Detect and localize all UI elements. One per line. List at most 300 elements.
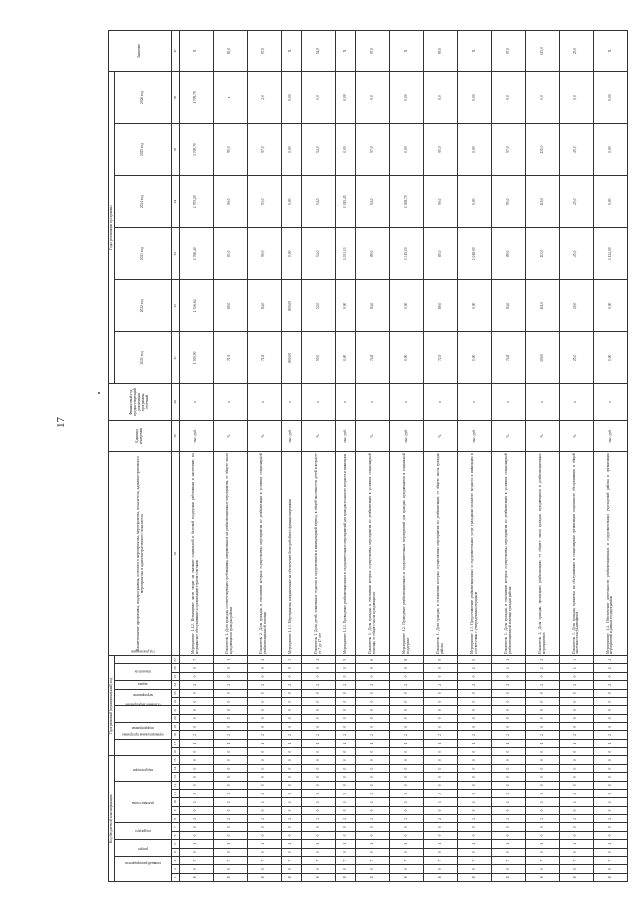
code-cell: 1 [424, 840, 458, 848]
code-cell: 0 [336, 764, 356, 772]
year-value: 0,00 [336, 124, 356, 176]
budget-code-group: Код бюджетной классификации [109, 756, 115, 882]
rotated-table-wrapper [108, 30, 628, 882]
code-cell: 0 [179, 773, 213, 781]
code-cell: 3 [179, 790, 213, 798]
code-cell: 1 [492, 656, 526, 664]
code-cell: 1 [526, 798, 560, 806]
code-cell: 0 [458, 656, 492, 664]
table-row [179, 31, 213, 882]
code-cell: 0 [281, 706, 301, 714]
row-name: Мероприятие 1.2. Проведение реабилитационных и оздоровительных мероприятий для граждан, нуждающихся в социальной поддержке [390, 452, 424, 656]
year-value: 54,0 [302, 124, 336, 176]
code-cell: 4 [593, 656, 627, 664]
year-value: 1 315,10 [390, 228, 424, 280]
final-value: 97,0 [356, 31, 390, 72]
code-cell: 1 [302, 739, 336, 747]
row-unit: % [559, 420, 593, 452]
code-cell: 0 [559, 748, 593, 756]
program-col-header: основное мероприятие [114, 706, 171, 723]
code-cell: 0 [356, 697, 390, 705]
year-value: x [213, 71, 247, 123]
code-cell: 2 [213, 731, 247, 739]
code-cell: 0 [302, 848, 336, 856]
code-cell: 0 [336, 714, 356, 722]
code-cell: 8 [458, 873, 492, 881]
row-finyear: x [247, 384, 281, 420]
code-cell: 0 [424, 865, 458, 873]
code-cell: 0 [247, 865, 281, 873]
final-value: 54,0 [302, 31, 336, 72]
code-cell: 0 [302, 672, 336, 680]
code-cell: 0 [390, 756, 424, 765]
column-number: 4 [171, 848, 179, 856]
code-cell: 0 [593, 773, 627, 781]
row-finyear: x [526, 384, 560, 420]
code-cell: 0 [458, 672, 492, 680]
code-cell: 7 [424, 856, 458, 864]
code-cell: 3 [458, 790, 492, 798]
year-value: 90,0 [424, 176, 458, 228]
code-cell: 0 [336, 831, 356, 839]
code-cell: 0 [390, 773, 424, 781]
code-cell: 0 [336, 806, 356, 814]
code-cell: 0 [356, 823, 390, 831]
program-col-header: год реализации [114, 656, 171, 664]
final-value: X [336, 31, 356, 72]
code-cell: 1 [247, 840, 281, 848]
code-cell: 0 [356, 773, 390, 781]
code-cell: 1 [559, 798, 593, 806]
code-cell: 3 [247, 790, 281, 798]
code-cell: 0 [424, 773, 458, 781]
code-cell: 2 [302, 731, 336, 739]
year-value: 0,00 [281, 176, 301, 228]
code-cell: 0 [424, 722, 458, 730]
column-number: 22 [171, 697, 179, 705]
year-value: 0,00 [458, 332, 492, 384]
code-cell: 0 [559, 831, 593, 839]
code-cell: 2 [356, 681, 390, 689]
code-cell: 0 [356, 848, 390, 856]
code-cell: 0 [390, 764, 424, 772]
code-cell: 0 [492, 764, 526, 772]
code-cell: 0 [247, 689, 281, 697]
code-cell: 8 [247, 873, 281, 881]
code-cell: 1 [458, 840, 492, 848]
code-cell: 7 [179, 656, 213, 664]
row-finyear: x [458, 384, 492, 420]
column-number: 7 [171, 823, 179, 831]
code-cell: 2 [179, 731, 213, 739]
code-cell: 1 [247, 739, 281, 747]
code-cell: 0 [492, 806, 526, 814]
year-value: 0,00 [281, 124, 301, 176]
code-cell: 1 [559, 664, 593, 672]
table-row [302, 31, 336, 882]
year-value: 1 709,70 [179, 71, 213, 123]
code-cell: 0 [281, 748, 301, 756]
code-cell: 0 [492, 697, 526, 705]
code-cell: 0 [281, 697, 301, 705]
code-cell: 0 [336, 781, 356, 789]
year-value: 0,00 [458, 280, 492, 332]
row-unit: тыс. руб. [281, 420, 301, 452]
year-value: 1 033,13 [336, 228, 356, 280]
year-value: 113,0 [526, 228, 560, 280]
table-row [356, 31, 390, 882]
code-cell: 5 [336, 656, 356, 664]
program-col-header: показатель [114, 664, 171, 681]
code-cell: 0 [302, 748, 336, 756]
year-value: 54,0 [302, 228, 336, 280]
program-table [108, 30, 628, 882]
code-cell: 0 [179, 714, 213, 722]
final-value: 97,0 [247, 31, 281, 72]
code-cell: 2 [492, 815, 526, 823]
year-value: 25,0 [559, 124, 593, 176]
code-cell: 2 [458, 731, 492, 739]
code-cell: 0 [593, 714, 627, 722]
code-cell: 0 [247, 773, 281, 781]
year-value: 115,0 [526, 124, 560, 176]
code-cell: 1 [356, 739, 390, 747]
table-row [247, 31, 281, 882]
code-cell: 1 [336, 739, 356, 747]
year-value: 1 015,45 [336, 176, 356, 228]
column-number: 19 [171, 722, 179, 730]
program-col-header: задача [114, 681, 171, 689]
code-cell: 0 [526, 865, 560, 873]
code-cell: 0 [179, 756, 213, 765]
code-cell: 0 [424, 672, 458, 680]
code-cell: 8 [424, 873, 458, 881]
year-value: 1 124,00 [593, 228, 627, 280]
code-cell: 2 [281, 731, 301, 739]
year-value: 111,0 [526, 280, 560, 332]
code-cell: 0 [213, 823, 247, 831]
code-cell: 1 [424, 739, 458, 747]
row-unit: % [492, 420, 526, 452]
code-cell: 2 [390, 815, 424, 823]
column-number: 2 [171, 865, 179, 873]
code-cell: 1 [492, 840, 526, 848]
code-cell: 0 [302, 781, 336, 789]
code-cell: 0 [492, 748, 526, 756]
column-number: 5 [171, 840, 179, 848]
code-cell: 0 [179, 764, 213, 772]
code-cell: 0 [356, 756, 390, 765]
code-cell: 1 [458, 739, 492, 747]
year-header: 2023 год [114, 228, 171, 280]
column-number: 23 [171, 689, 179, 697]
code-cell: 0 [336, 823, 356, 831]
code-cell: 0 [336, 672, 356, 680]
code-cell: 0 [424, 806, 458, 814]
year-value: 74,8 [356, 332, 390, 384]
row-name: Мероприятие 1.1.3. Мероприятия, направленные на обеспечение бесперебойного функционирования [281, 452, 301, 656]
code-cell: 8 [213, 873, 247, 881]
code-cell: 2 [593, 815, 627, 823]
code-cell: 0 [424, 756, 458, 765]
year-value: 0,00 [593, 280, 627, 332]
code-cell: 0 [336, 773, 356, 781]
code-cell: 0 [458, 848, 492, 856]
code-cell: 0 [559, 773, 593, 781]
code-cell: 8 [593, 873, 627, 881]
code-cell: 1 [390, 840, 424, 848]
code-cell: 1 [390, 739, 424, 747]
code-cell: 0 [593, 848, 627, 856]
code-cell: 1 [179, 798, 213, 806]
year-value: 0,0 [356, 71, 390, 123]
code-cell: 0 [526, 689, 560, 697]
code-cell: 0 [593, 697, 627, 705]
code-cell: 1 [213, 739, 247, 747]
code-cell: 7 [336, 856, 356, 864]
code-cell: 0 [526, 831, 560, 839]
code-cell: 3 [593, 790, 627, 798]
code-cell: 2 [492, 731, 526, 739]
code-cell: 1 [559, 739, 593, 747]
code-cell: 0 [492, 781, 526, 789]
row-unit: % [526, 420, 560, 452]
code-cell: 2 [336, 681, 356, 689]
row-finyear: x [593, 384, 627, 420]
code-cell: 0 [593, 672, 627, 680]
code-cell: 8 [179, 873, 213, 881]
code-cell: 0 [247, 756, 281, 765]
row-unit: тыс. руб. [458, 420, 492, 452]
year-value: 0,00 [336, 332, 356, 384]
code-cell: 0 [302, 756, 336, 765]
final-value: X [390, 31, 424, 72]
code-cell: 0 [302, 664, 336, 672]
budget-col-header: вид расходов [114, 756, 171, 781]
final-value: X [458, 31, 492, 72]
code-cell: 1 [593, 798, 627, 806]
code-cell: 0 [356, 865, 390, 873]
year-value: 80,0 [213, 280, 247, 332]
code-cell: 0 [302, 706, 336, 714]
code-cell: 0 [526, 781, 560, 789]
code-cell: 0 [281, 714, 301, 722]
code-cell: 0 [593, 806, 627, 814]
code-cell: 1 [213, 656, 247, 664]
column-number: 34 [171, 176, 179, 228]
year-value: 1 766,40 [179, 228, 213, 280]
code-cell: 0 [213, 831, 247, 839]
code-cell: 2 [593, 681, 627, 689]
column-number: 29 [171, 420, 179, 452]
row-name: Показатель 2. Доля граждан, прошедших реабилитацию, от общего числа граждан, нуждающихся в реабилитационных мероприятиях [526, 452, 560, 656]
code-cell: 8 [302, 873, 336, 881]
code-cell: 0 [281, 722, 301, 730]
code-cell: 2 [179, 815, 213, 823]
row-finyear: x [559, 384, 593, 420]
code-cell: 1 [593, 739, 627, 747]
code-cell: 0 [179, 664, 213, 672]
column-number: 18 [171, 731, 179, 739]
column-number: 37 [171, 31, 179, 72]
row-unit: % [213, 420, 247, 452]
code-cell: 0 [179, 689, 213, 697]
code-cell: 0 [526, 697, 560, 705]
code-cell: 0 [179, 831, 213, 839]
code-cell: 0 [526, 823, 560, 831]
year-value: 0,00 [281, 228, 301, 280]
code-cell: 7 [281, 856, 301, 864]
code-cell: 2 [247, 731, 281, 739]
code-cell: 0 [390, 823, 424, 831]
code-cell: 0 [593, 756, 627, 765]
year-value: 93,0 [247, 176, 281, 228]
code-cell: 2 [424, 731, 458, 739]
code-cell: 0 [281, 823, 301, 831]
code-cell: 0 [424, 706, 458, 714]
column-number: 20 [171, 714, 179, 722]
code-cell: 0 [247, 831, 281, 839]
column-number: 11 [171, 790, 179, 798]
year-value: 1 709,70 [179, 124, 213, 176]
code-cell: 0 [356, 722, 390, 730]
code-cell: 2 [559, 681, 593, 689]
code-cell: 0 [526, 672, 560, 680]
code-cell: 0 [458, 823, 492, 831]
code-cell: 0 [492, 773, 526, 781]
code-cell: 1 [356, 840, 390, 848]
code-cell: 2 [458, 815, 492, 823]
code-cell: 3 [492, 790, 526, 798]
code-cell: 0 [526, 773, 560, 781]
year-value: 80,0 [424, 280, 458, 332]
row-unit: тыс. руб. [336, 420, 356, 452]
code-cell: 0 [424, 748, 458, 756]
row-name: Показатель 1. Доля граждан, в отношении которых осуществлены мероприятия по реабилитации, от общего числа граждан района [424, 452, 458, 656]
year-value: 20,0 [559, 280, 593, 332]
code-cell: 0 [424, 714, 458, 722]
code-cell: 1 [213, 798, 247, 806]
column-number: 24 [171, 681, 179, 689]
table-row [559, 31, 593, 882]
code-cell: 0 [247, 823, 281, 831]
year-value: 0,00 [593, 124, 627, 176]
code-cell: 1 [492, 798, 526, 806]
final-value-header: Значение [109, 31, 172, 72]
row-finyear: x [213, 384, 247, 420]
code-cell: 2 [281, 815, 301, 823]
code-cell: 0 [559, 722, 593, 730]
year-value: 0,0 [424, 71, 458, 123]
code-cell: 7 [247, 856, 281, 864]
code-cell: 0 [424, 831, 458, 839]
code-cell: 0 [213, 689, 247, 697]
table-row [281, 31, 301, 882]
year-value: 97,0 [492, 124, 526, 176]
year-value: 0,00 [593, 176, 627, 228]
code-cell: 3 [281, 790, 301, 798]
page-number: 17 [55, 417, 67, 428]
code-cell: 3 [559, 790, 593, 798]
column-number: 13 [171, 773, 179, 781]
year-value: 0,00 [458, 124, 492, 176]
code-cell: 3 [336, 790, 356, 798]
table-row [390, 31, 424, 882]
column-number: 27 [171, 656, 179, 664]
code-cell: 3 [302, 790, 336, 798]
row-finyear: x [281, 384, 301, 420]
code-cell: 0 [593, 689, 627, 697]
row-name: Показатель 3. Доля граждан, принятых на обслуживание в стационарные организации социального обслуживания, в общей численности нуждающихся [559, 452, 593, 656]
code-cell: 2 [559, 815, 593, 823]
code-cell: 0 [213, 773, 247, 781]
code-cell: 0 [559, 823, 593, 831]
code-cell: 0 [390, 672, 424, 680]
code-cell: 0 [179, 672, 213, 680]
year-value: 0,00 [336, 280, 356, 332]
code-cell: 0 [247, 781, 281, 789]
year-value: 800,00 [281, 280, 301, 332]
code-cell: 2 [526, 681, 560, 689]
year-value: 71,9 [213, 332, 247, 384]
code-cell: 0 [247, 748, 281, 756]
code-cell: 0 [302, 697, 336, 705]
year-value: 94,0 [356, 176, 390, 228]
code-cell: 0 [336, 689, 356, 697]
row-unit: % [424, 420, 458, 452]
code-cell: 2 [356, 815, 390, 823]
final-value: 115,0 [526, 31, 560, 72]
code-cell: 0 [526, 706, 560, 714]
column-number: 9 [171, 806, 179, 814]
code-cell: 0 [424, 664, 458, 672]
code-cell: 1 [593, 664, 627, 672]
code-cell: 0 [559, 848, 593, 856]
year-value: 95,0 [492, 176, 526, 228]
code-cell: 0 [356, 781, 390, 789]
code-cell: 0 [281, 672, 301, 680]
code-cell: 1 [281, 739, 301, 747]
column-number: 16 [171, 748, 179, 756]
code-cell: 0 [213, 706, 247, 714]
code-cell: 0 [179, 748, 213, 756]
code-cell: 0 [281, 865, 301, 873]
code-cell: 0 [213, 714, 247, 722]
row-unit: % [302, 420, 336, 452]
year-value: 84,0 [492, 280, 526, 332]
code-cell: 0 [281, 664, 301, 672]
code-cell: 1 [424, 798, 458, 806]
code-cell: 0 [593, 781, 627, 789]
code-cell: 3 [213, 790, 247, 798]
code-cell: 0 [390, 689, 424, 697]
code-cell: 0 [390, 806, 424, 814]
code-cell: 0 [247, 848, 281, 856]
year-value: 1 308,70 [390, 176, 424, 228]
row-finyear: x [302, 384, 336, 420]
year-value: 95,0 [424, 124, 458, 176]
code-cell: 0 [390, 664, 424, 672]
year-value: 0,0 [559, 71, 593, 123]
code-cell: 0 [213, 664, 247, 672]
code-cell: 0 [424, 823, 458, 831]
year-value: 0,00 [390, 332, 424, 384]
column-number: 21 [171, 706, 179, 714]
program-col-header: мероприятие [114, 689, 171, 706]
year-value: 89,0 [356, 228, 390, 280]
code-cell: 0 [179, 848, 213, 856]
code-cell: 0 [458, 773, 492, 781]
